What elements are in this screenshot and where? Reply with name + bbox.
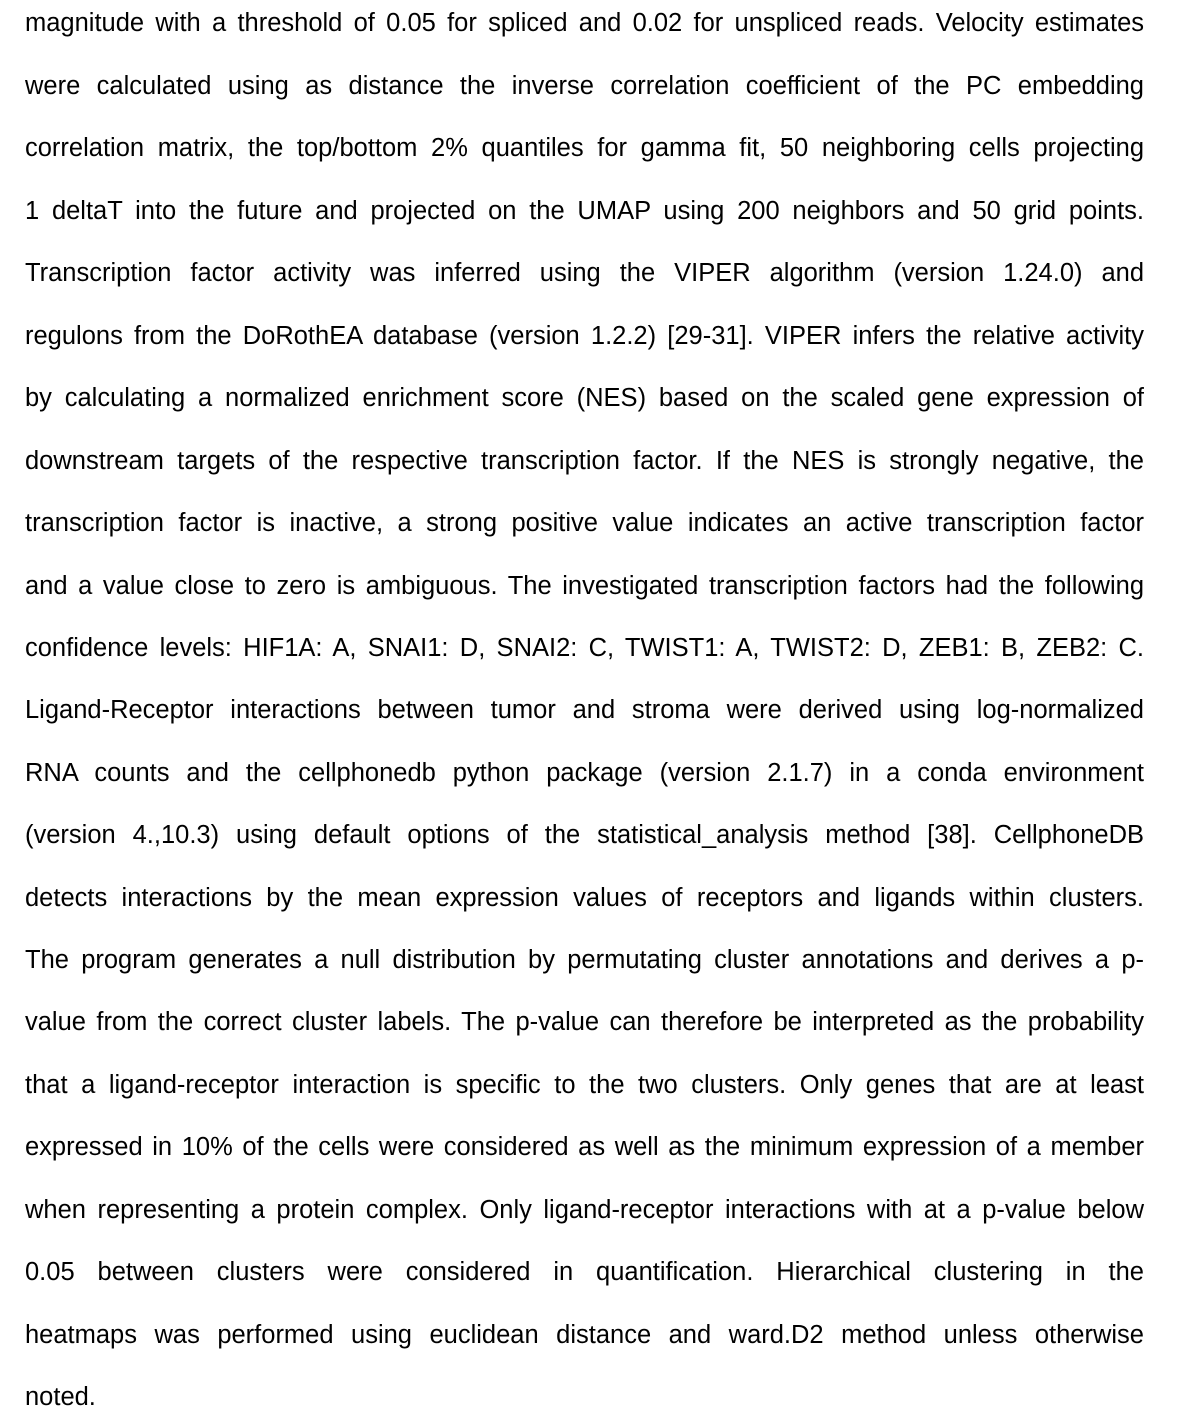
text-line: Ligand-Receptor interactions between tumor and stroma were derived using log-normalized [25, 696, 1144, 724]
text-line: were calculated using as distance the inverse correlation coefficient of the PC embedding [25, 72, 1144, 100]
text-line: magnitude with a threshold of 0.05 for spliced and 0.02 for unspliced reads. Velocity estimates [25, 9, 1144, 37]
text-line: detects interactions by the mean expression values of receptors and ligands within clusters. [25, 884, 1144, 912]
text-line: heatmaps was performed using euclidean distance and ward.D2 method unless otherwise [25, 1321, 1144, 1349]
text-line: confidence levels: HIF1A: A, SNAI1: D, SNAI2: C, TWIST1: A, TWIST2: D, ZEB1: B, ZEB2: C. [25, 634, 1144, 662]
text-line: 1 deltaT into the future and projected on the UMAP using 200 neighbors and 50 grid points. [25, 197, 1144, 225]
text-line: Transcription factor activity was inferred using the VIPER algorithm (version 1.24.0) and [25, 259, 1144, 287]
text-line: by calculating a normalized enrichment score (NES) based on the scaled gene expression of [25, 384, 1144, 412]
text-line: The program generates a null distribution by permutating cluster annotations and derives a p- [25, 946, 1144, 974]
text-line: RNA counts and the cellphonedb python package (version 2.1.7) in a conda environment [25, 759, 1144, 787]
text-line: noted. [25, 1383, 96, 1411]
text-line: and a value close to zero is ambiguous. The investigated transcription factors had the following [25, 572, 1144, 600]
text-line: that a ligand-receptor interaction is specific to the two clusters. Only genes that are at least [25, 1071, 1144, 1099]
text-line: regulons from the DoRothEA database (version 1.2.2) [29-31]. VIPER infers the relative activity [25, 322, 1144, 350]
text-line: 0.05 between clusters were considered in quantification. Hierarchical clustering in the [25, 1258, 1144, 1286]
text-line: expressed in 10% of the cells were considered as well as the minimum expression of a member [25, 1133, 1144, 1161]
text-line: when representing a protein complex. Only ligand-receptor interactions with at a p-value below [25, 1196, 1144, 1224]
text-line: value from the correct cluster labels. The p-value can therefore be interpreted as the probability [25, 1008, 1144, 1036]
text-line: correlation matrix, the top/bottom 2% quantiles for gamma fit, 50 neighboring cells projecting [25, 134, 1144, 162]
text-line: transcription factor is inactive, a strong positive value indicates an active transcription factor [25, 509, 1144, 537]
text-line: downstream targets of the respective transcription factor. If the NES is strongly negative, the [25, 447, 1144, 475]
text-line: (version 4.,10.3) using default options of the statistical_analysis method [38]. CellphoneDB [25, 821, 1144, 849]
